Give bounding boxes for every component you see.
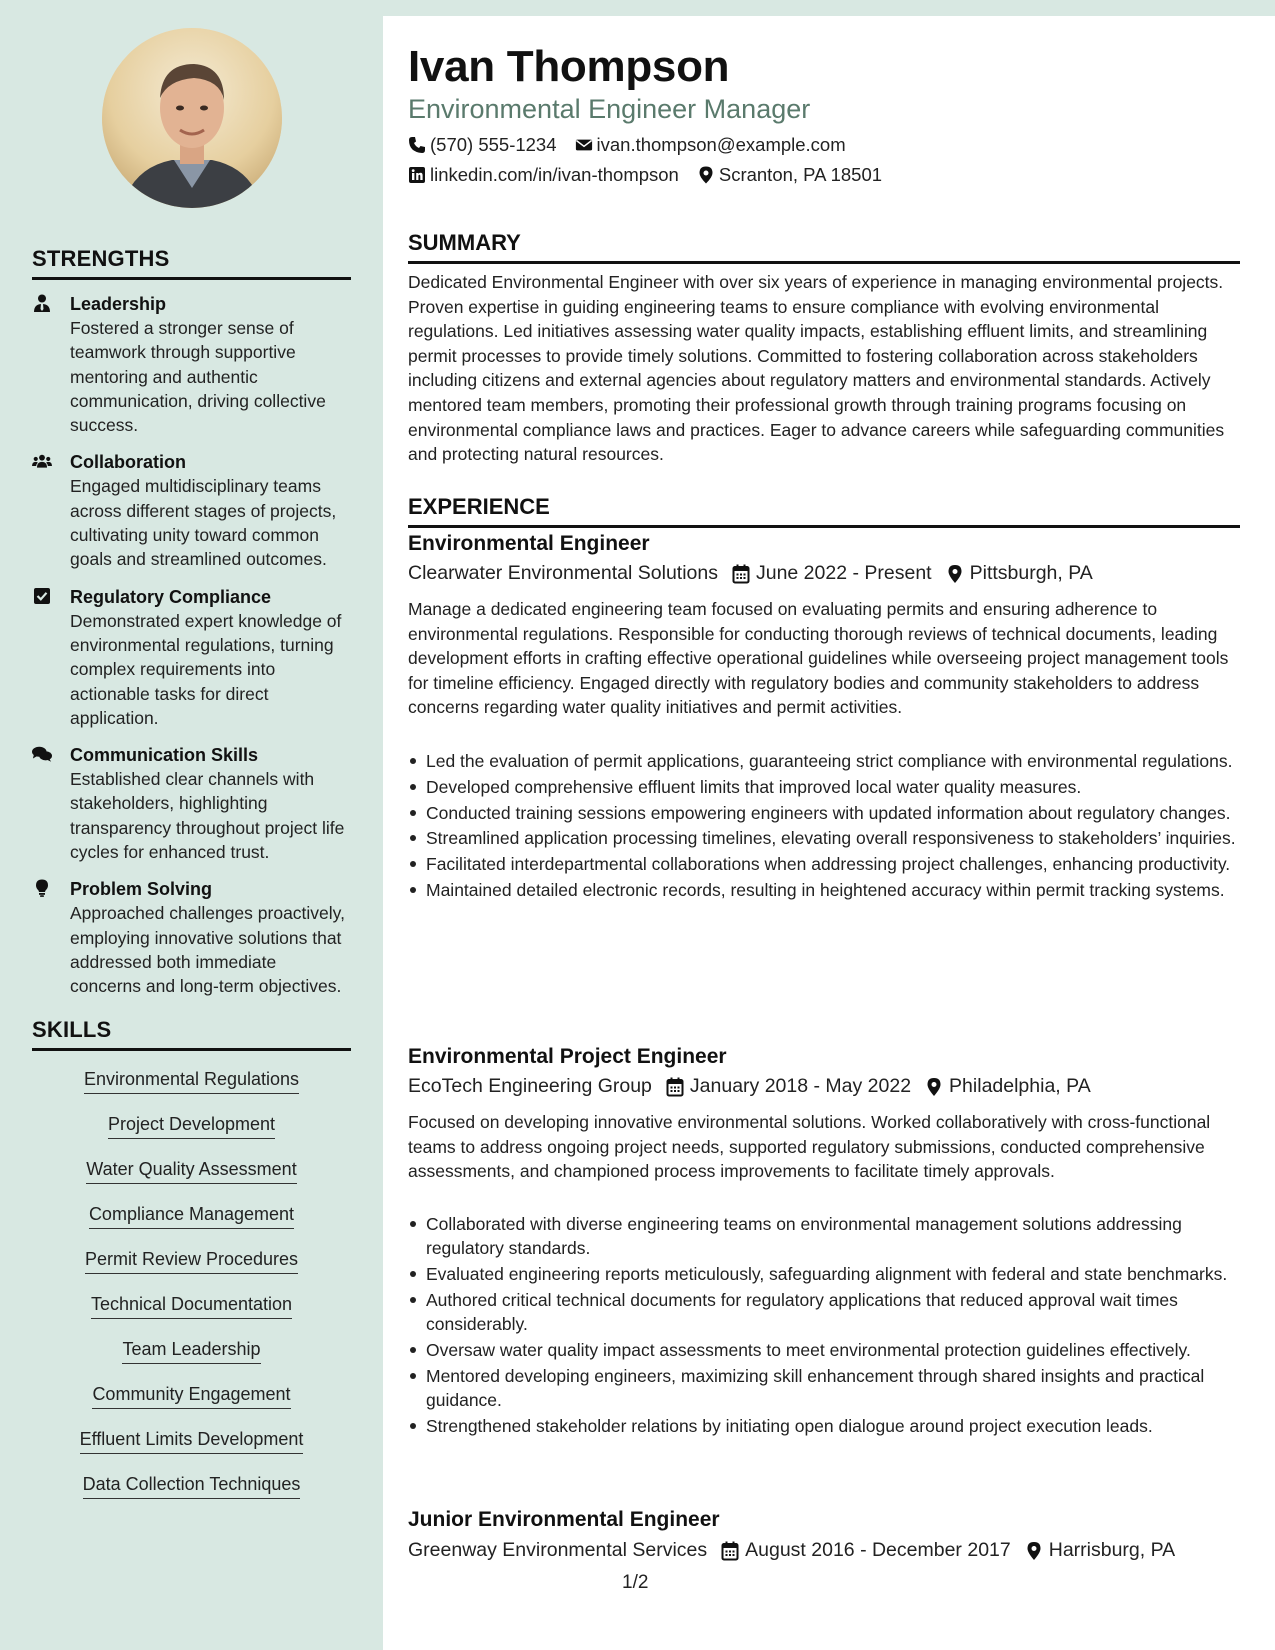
comments-icon xyxy=(32,743,70,864)
skill-item: Data Collection Techniques xyxy=(83,1472,301,1499)
linkedin-contact[interactable] xyxy=(408,164,679,186)
strength-item xyxy=(32,585,351,730)
job-role: Junior Environmental Engineer xyxy=(408,1508,720,1531)
strength-title: Problem Solving xyxy=(70,879,213,900)
lightbulb-icon xyxy=(32,877,70,998)
strength-desc: Fostered a stronger sense of teamwork through supportive mentoring and authentic communication, driving collective success. xyxy=(70,318,326,436)
job-bullets xyxy=(408,749,1240,904)
check-square-icon xyxy=(32,585,70,730)
bullet-item: Developed comprehensive effluent limits that improved local water quality measures. xyxy=(408,775,1240,799)
contact-row-1 xyxy=(408,134,864,156)
job-location: Pittsburgh, PA xyxy=(969,562,1093,584)
bullet-item: Collaborated with diverse engineering teams on environmental management solutions addressing regulatory standards. xyxy=(408,1212,1240,1261)
profile-photo xyxy=(102,28,282,208)
experience-heading: EXPERIENCE xyxy=(408,494,1240,528)
strength-item xyxy=(32,292,351,437)
location-contact xyxy=(697,164,882,186)
strength-item xyxy=(32,450,351,571)
location-text: Scranton, PA 18501 xyxy=(718,164,883,185)
linkedin-icon xyxy=(408,166,426,184)
users-icon xyxy=(32,450,70,571)
bullet-item: Authored critical technical documents for regulatory applications that reduced approval wait times considerably. xyxy=(408,1288,1240,1337)
bullet-item: Led the evaluation of permit applications, guaranteeing strict compliance with environmental regulations. xyxy=(408,749,1240,773)
job-description: Focused on developing innovative environmental solutions. Worked collaboratively with cross-functional teams to address ongoing project needs, supported regulatory submissions, conducted comprehensive assessments, and championed process improvements to facilitate timely approvals. xyxy=(408,1112,1211,1182)
job-meta xyxy=(408,1075,1091,1098)
skill-item: Technical Documentation xyxy=(91,1292,292,1319)
candidate-name: Ivan Thompson xyxy=(408,42,730,91)
bullet-item: Oversaw water quality impact assessments to meet environmental protection guidelines effectively. xyxy=(408,1338,1240,1362)
job-company: Greenway Environmental Services xyxy=(408,1539,708,1561)
strength-desc: Demonstrated expert knowledge of environmental regulations, turning complex requirements into actionable tasks for direct application. xyxy=(70,610,342,728)
email-link[interactable]: ivan.thompson@example.com xyxy=(596,134,846,155)
strength-title: Leadership xyxy=(70,294,167,314)
job-role: Environmental Engineer xyxy=(408,532,650,555)
map-pin-icon xyxy=(697,166,715,184)
job-location: Philadelphia, PA xyxy=(949,1075,1091,1097)
skill-item: Project Development xyxy=(108,1112,275,1139)
bullet-item: Facilitated interdepartmental collaborations when addressing project challenges, enhancing productivity. xyxy=(408,852,1240,876)
strengths-list xyxy=(32,292,351,999)
linkedin-link[interactable]: linkedin.com/in/ivan-thompson xyxy=(430,164,679,185)
bullet-item: Strengthened stakeholder relations by initiating open dialogue around project execution leads. xyxy=(408,1414,1240,1438)
skills-list xyxy=(32,1067,351,1517)
skill-item: Permit Review Procedures xyxy=(85,1247,298,1274)
job-bullets xyxy=(408,1212,1240,1440)
skills-heading: SKILLS xyxy=(32,1017,351,1051)
calendar-icon xyxy=(732,564,750,584)
phone-text: (570) 555-1234 xyxy=(430,134,557,155)
job-dates: August 2016 - December 2017 xyxy=(745,1539,1011,1561)
strengths-heading: STRENGTHS xyxy=(32,246,351,280)
strength-item xyxy=(32,743,351,864)
job-location: Harrisburg, PA xyxy=(1048,1539,1176,1561)
skill-item: Effluent Limits Development xyxy=(80,1427,304,1454)
job-description: Manage a dedicated engineering team focused on evaluating permits and ensuring adherence to environmental regulations. Responsible for conducting thorough reviews of technical documents, leading development efforts in crafting effective operational guidelines while overseeing project management tools for timeline efficiency. Engaged directly with regulatory bodies and community stakeholders to address concerns regarding water quality initiatives and permit activities. xyxy=(408,599,1229,718)
job-company: EcoTech Engineering Group xyxy=(408,1075,652,1097)
candidate-title: Environmental Engineer Manager xyxy=(408,94,811,124)
sidebar xyxy=(0,0,383,1650)
strength-desc: Engaged multidisciplinary teams across different stages of projects, cultivating unity toward common goals and streamlined outcomes. xyxy=(70,476,337,570)
job-dates: June 2022 - Present xyxy=(755,562,932,584)
strength-title: Regulatory Compliance xyxy=(70,586,272,607)
bullet-item: Streamlined application processing timelines, elevating overall responsiveness to stakeholders’ inquiries. xyxy=(408,826,1240,850)
strength-title: Collaboration xyxy=(70,452,186,473)
phone-contact xyxy=(408,134,557,156)
envelope-icon xyxy=(575,136,593,154)
job-meta xyxy=(408,1539,1175,1562)
email-contact[interactable] xyxy=(575,134,846,156)
job-role: Environmental Project Engineer xyxy=(408,1045,727,1068)
bullet-item: Mentored developing engineers, maximizing skill enhancement through shared insights and practical guidance. xyxy=(408,1364,1240,1413)
bullet-item: Maintained detailed electronic records, resulting in heightened accuracy within permit tracking systems. xyxy=(408,878,1240,902)
map-pin-icon xyxy=(946,564,964,584)
strength-title: Communication Skills xyxy=(70,745,259,766)
skill-item: Team Leadership xyxy=(122,1337,260,1364)
page-number: 1/2 xyxy=(622,1572,649,1593)
skill-item: Community Engagement xyxy=(92,1382,290,1409)
skill-item: Environmental Regulations xyxy=(84,1067,299,1094)
contact-row-2 xyxy=(408,164,900,186)
job-dates: January 2018 - May 2022 xyxy=(689,1075,912,1097)
job-company: Clearwater Environmental Solutions xyxy=(408,562,718,584)
portrait-illustration xyxy=(102,28,282,208)
user-tie-icon xyxy=(32,292,70,437)
bullet-item: Conducted training sessions empowering engineers with updated information about regulatory changes. xyxy=(408,801,1240,825)
phone-icon xyxy=(408,136,426,154)
summary-heading: SUMMARY xyxy=(408,230,1240,264)
strength-desc: Approached challenges proactively, employing innovative solutions that addressed both immediate concerns and long-term objectives. xyxy=(70,903,345,997)
bullet-item: Evaluated engineering reports meticulously, safeguarding alignment with federal and state benchmarks. xyxy=(408,1262,1240,1286)
calendar-icon xyxy=(666,1077,684,1097)
calendar-icon xyxy=(721,1541,739,1561)
map-pin-icon xyxy=(925,1077,943,1097)
skill-item: Water Quality Assessment xyxy=(86,1157,296,1184)
job-meta xyxy=(408,562,1093,585)
map-pin-icon xyxy=(1025,1541,1043,1561)
strength-desc: Established clear channels with stakeholders, highlighting transparency throughout project life cycles for enhanced trust. xyxy=(70,769,345,863)
strength-item xyxy=(32,877,351,998)
summary-text: Dedicated Environmental Engineer with over six years of experience in managing environmental projects. Proven expertise in guiding engineering teams to ensure compliance with evolving environmental regulations. Led initiatives assessing water quality impacts, establishing effluent limits, and streamlining permit processes to provide timely solutions. Committed to fostering collaboration across stakeholders including citizens and external agencies about regulatory matters and environmental standards. Actively mentored team members, promoting their professional growth through training programs focusing on environmental compliance laws and practices. Eager to advance careers while safeguarding communities and protecting natural resources. xyxy=(408,272,1225,465)
skill-item: Compliance Management xyxy=(89,1202,294,1229)
